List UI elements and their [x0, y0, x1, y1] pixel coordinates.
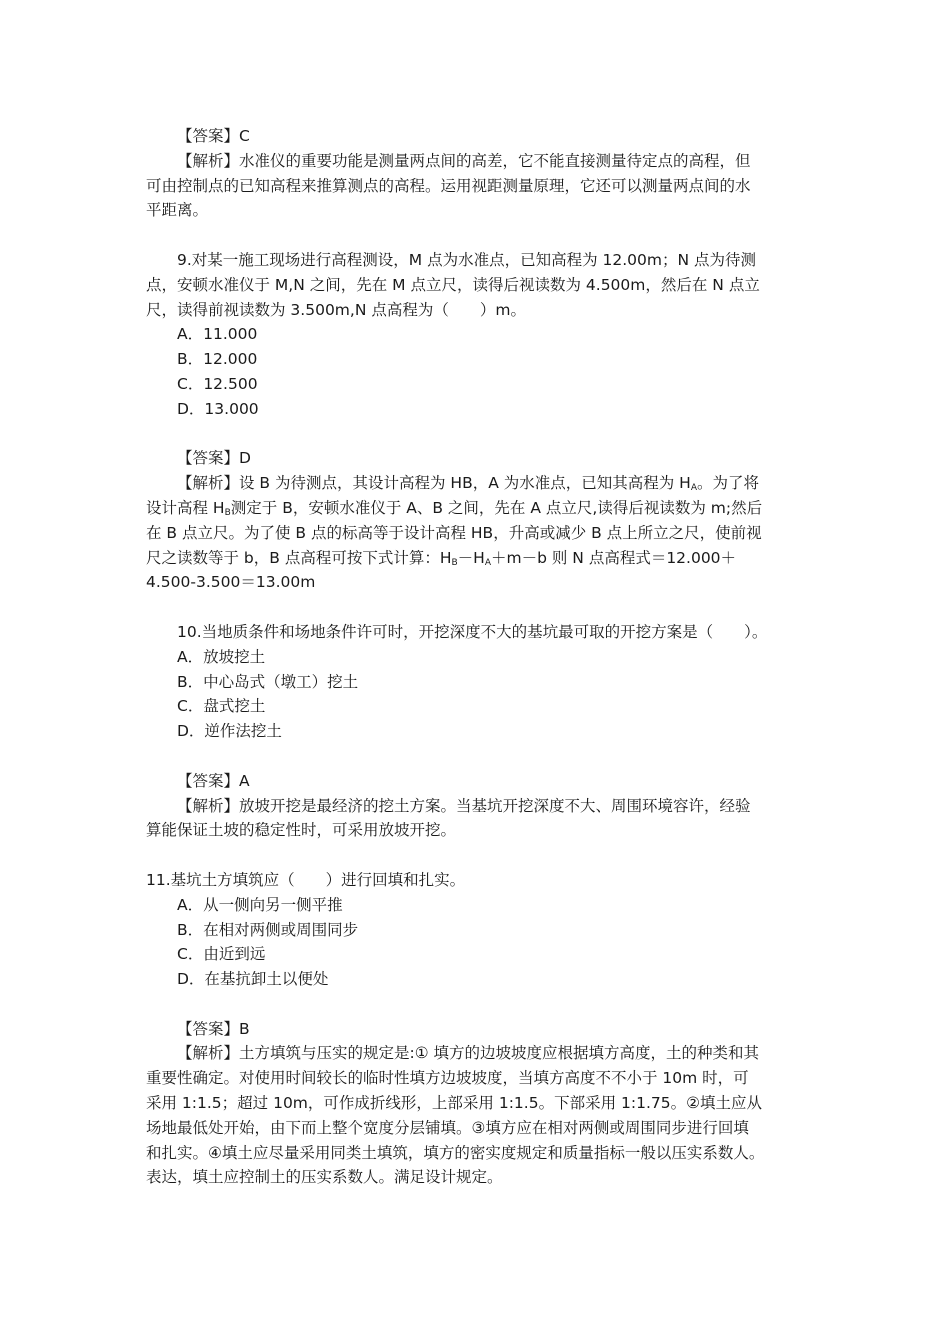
q8-analysis-line: 【解析】水准仪的重要功能是测量两点间的高差，它不能直接测量待定点的高程，但	[177, 151, 751, 170]
q10-option-c: C．盘式挖土	[177, 697, 266, 716]
q9-analysis-line: 设计高程 $H_B$测定于 B，安顿水准仪于 A、B 之间，先在 A 点立尺,读得后视读数为 m;然后	[146, 498, 763, 518]
q8-answer: 【答案】C	[177, 127, 250, 145]
q9-analysis-line: 4.500-3.500＝13.00m	[146, 573, 316, 592]
q9-answer: 【答案】D	[177, 449, 251, 468]
q11-answer: 【答案】B	[177, 1019, 250, 1038]
q11-analysis-line: 【解析】土方填筑与压实的规定是:① 填方的边坡坡度应根据填方高度，土的种类和其	[177, 1044, 760, 1063]
q8-analysis-line: 可由控制点的已知高程来推算测点的高程。运用视距测量原理，它还可以测量两点间的水	[146, 176, 751, 195]
q9-analysis-line: 【解析】设 B 为待测点，其设计高程为 HB，A 为水准点，已知其高程为 $H_A$。为了将	[177, 474, 760, 494]
document-page	[146, 124, 810, 1190]
q10-option-a: A．放坡挖土	[177, 647, 266, 666]
q9-analysis-line: 在 B 点立尺。为了使 B 点的标高等于设计高程 HB，升高或减少 B 点上所立之尺，使前视	[146, 523, 762, 542]
q10-option-d: D．逆作法挖土	[177, 722, 282, 741]
q11-analysis-line: 表达，填土应控制土的压实系数人。满足设计规定。	[146, 1168, 503, 1187]
q10-analysis-line: 【解析】放坡开挖是最经济的挖土方案。当基坑开挖深度不大、周围环境容许，经验	[177, 796, 751, 815]
q9-question-line: 尺，读得前视读数为 3.500m,N 点高程为（ ）m。	[146, 300, 526, 319]
q9-option-c: C．12.500	[177, 374, 258, 393]
q9-question-line: 点，安顿水准仪于 M,N 之间，先在 M 点立尺，读得后视读数为 4.500m，然后在 N 点立	[146, 275, 760, 294]
q10-question: 10.当地质条件和场地条件许可时，开挖深度不大的基坑最可取的开挖方案是（ ）。	[177, 622, 768, 641]
q9-question-line: 9.对某一施工现场进行高程测设，M 点为水准点，已知高程为 12.00m；N 点为待测	[177, 250, 757, 269]
q11-analysis-line: 采用 1:1.5；超过 10m，可作成折线形，上部采用 1:1.5。下部采用 1:1.75。②填土应从	[146, 1094, 762, 1113]
q11-option-b: B．在相对两侧或周围同步	[177, 920, 359, 939]
q10-answer: 【答案】A	[177, 771, 250, 790]
q8-analysis-line: 平距离。	[146, 201, 209, 220]
q9-analysis-line: 尺之读数等于 b，B 点高程可按下式计算：$H_B-H_A+m-b$ 则 N 点高程式＝12.000＋	[146, 548, 737, 568]
q11-question: 11.基坑土方填筑应（ ）进行回填和扎实。	[146, 870, 466, 889]
q11-analysis-line: 重要性确定。对使用时间较长的临时性填方边坡坡度，当填方高度不不小于 10m 时，可	[146, 1069, 749, 1088]
q11-option-a: A．从一侧向另一侧平推	[177, 895, 343, 914]
q9-option-a: A．11.000	[177, 325, 258, 344]
q10-option-b: B．中心岛式（墩工）挖土	[177, 672, 359, 691]
q9-option-b: B．12.000	[177, 350, 258, 369]
q9-option-d: D．13.000	[177, 399, 259, 418]
q11-option-d: D．在基抗卸土以便处	[177, 970, 329, 989]
q11-analysis-line: 场地最低处开始，由下而上整个宽度分层铺填。③填方应在相对两侧或周围同步进行回填	[146, 1118, 749, 1137]
q10-analysis-line: 算能保证土坡的稳定性时，可采用放坡开挖。	[146, 821, 457, 840]
q11-analysis-line: 和扎实。④填土应尽量采用同类土填筑，填方的密实度规定和质量指标一般以压实系数人。	[146, 1143, 765, 1162]
q11-option-c: C．由近到远	[177, 945, 266, 964]
